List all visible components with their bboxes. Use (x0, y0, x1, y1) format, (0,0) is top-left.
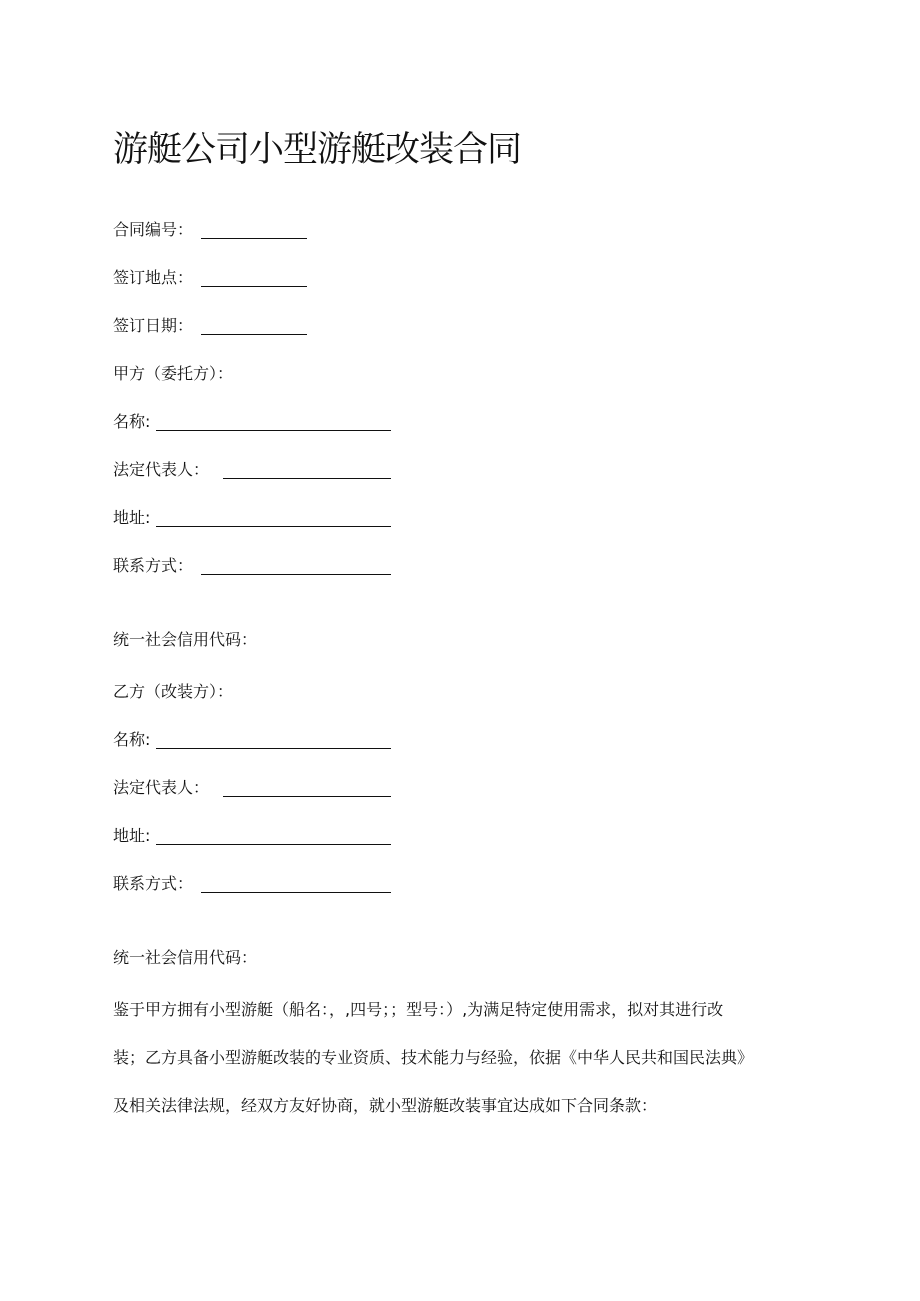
party-a-address-row (113, 506, 150, 530)
party-b-name-blank (156, 748, 391, 749)
party-a-contact-row (113, 554, 193, 578)
party-b-legal-rep-blank (223, 796, 391, 797)
party-b-credit-code-label: 统一社会信用代码： (113, 948, 258, 967)
contract-number-label: 合同编号： (113, 220, 194, 239)
party-a-name-blank (156, 430, 391, 431)
party-a-legal-rep-blank (223, 478, 391, 479)
document-title: 游艇公司小型游艇改装合同 (113, 130, 522, 170)
party-a-heading-text: 甲方（委托方）： (113, 364, 234, 383)
sign-date-label: 签订日期： (113, 316, 194, 335)
party-a-name-row (113, 410, 150, 434)
party-b-address-row (113, 824, 150, 848)
sign-place-blank (201, 286, 307, 287)
party-a-credit-code-row (113, 628, 257, 652)
party-b-address-label: 地址: (113, 826, 151, 845)
party-a-contact-blank (201, 574, 391, 575)
party-a-address-label: 地址: (113, 508, 151, 527)
party-b-legal-rep-row (113, 776, 209, 800)
party-a-address-blank (156, 526, 391, 527)
party-b-contact-blank (201, 892, 391, 893)
sign-date-row (113, 314, 193, 338)
party-a-legal-rep-label: 法定代表人： (113, 460, 210, 479)
party-a-heading (113, 362, 233, 386)
party-a-name-label: 名称: (113, 412, 151, 431)
party-b-legal-rep-label: 法定代表人： (113, 778, 210, 797)
contract-number-blank (201, 238, 307, 239)
party-b-credit-code-row (113, 946, 257, 970)
party-b-contact-row (113, 872, 193, 896)
party-a-credit-code-label: 统一社会信用代码： (113, 630, 258, 649)
contract-number-row (113, 218, 193, 242)
party-a-contact-label: 联系方式： (113, 556, 194, 575)
preamble-line-2: 装；乙方具备小型游艇改装的专业资质、技术能力与经验，依据《中华人民共和国民法典》 (113, 1048, 754, 1067)
sign-date-blank (201, 334, 307, 335)
sign-place-row (113, 266, 193, 290)
party-b-name-row (113, 728, 150, 752)
party-b-name-label: 名称: (113, 730, 151, 749)
party-b-contact-label: 联系方式： (113, 874, 194, 893)
preamble-line-1: 鉴于甲方拥有小型游艇（船名：，,四号；；型号：）,为满足特定使用需求，拟对其进行改 (113, 1000, 724, 1019)
party-b-heading-text: 乙方（改装方）： (113, 682, 234, 701)
party-b-heading (113, 680, 233, 704)
preamble-line-3: 及相关法律法规，经双方友好协商，就小型游艇改装事宜达成如下合同条款： (113, 1096, 658, 1115)
sign-place-label: 签订地点： (113, 268, 194, 287)
party-b-address-blank (156, 844, 391, 845)
party-a-legal-rep-row (113, 458, 209, 482)
